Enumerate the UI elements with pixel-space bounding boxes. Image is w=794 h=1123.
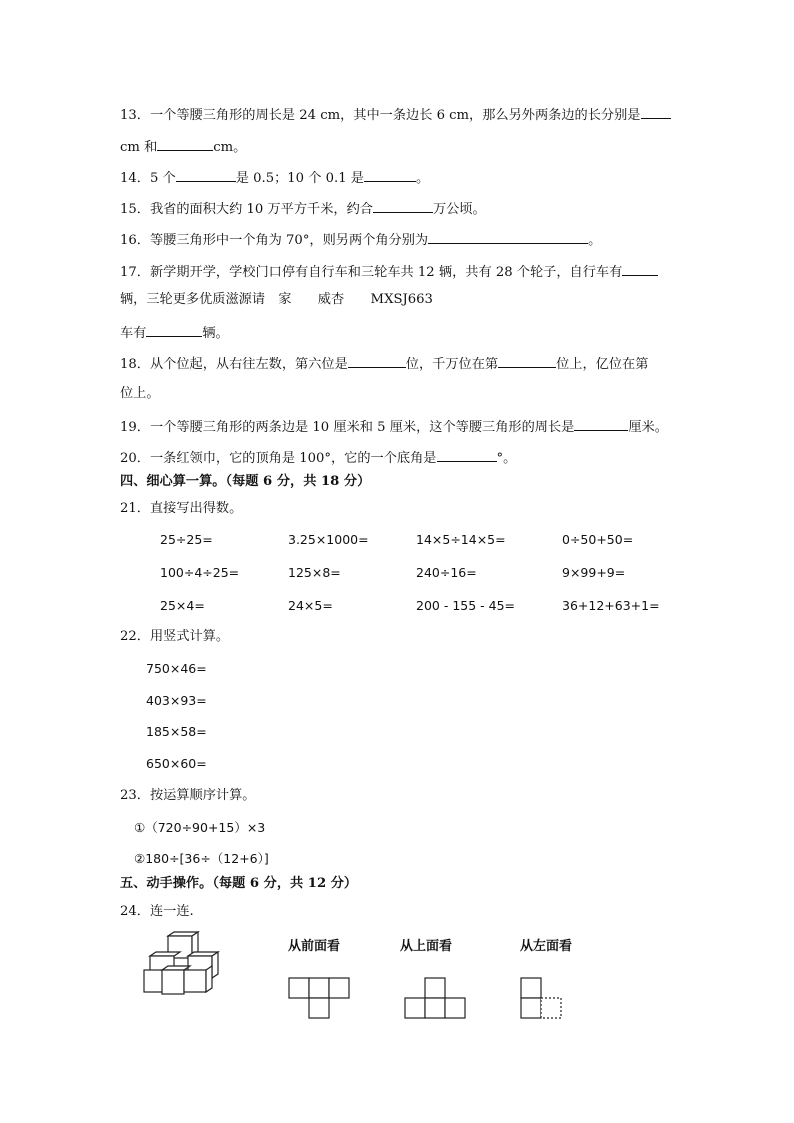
question-17-cont: 辆，三轮更多优质滋源请 家 威杏 MXSJ663: [120, 292, 433, 307]
vertical-calc-item: 650×60=: [146, 756, 207, 771]
question-14: 14．5 个 是 0.5；10 个 0.1 是 。: [120, 167, 429, 188]
section-5-heading: 五、动手操作。（每题 6 分，共 12 分）: [120, 876, 358, 891]
answer-blank[interactable]: [176, 167, 236, 182]
question-22-title: 22．用竖式计算。: [120, 629, 230, 644]
question-18-cont: 位上。: [120, 386, 160, 401]
answer-blank[interactable]: [428, 229, 588, 244]
vertical-calc-item: 403×93=: [146, 693, 207, 708]
question-13: 13．一个等腰三角形的周长是 24 cm，其中一条边长 6 cm，那么另外两条边的长分别是: [120, 104, 671, 125]
section-4-heading: 四、细心算一算。（每题 6 分，共 18 分）: [120, 474, 371, 489]
question-16: 16．等腰三角形中一个角为 70°，则另两个角分别为 。: [120, 229, 601, 250]
answer-blank[interactable]: [157, 136, 213, 151]
answer-blank[interactable]: [622, 261, 658, 276]
view-label-top: 从上面看: [400, 939, 453, 954]
mental-calc-item: 100÷4÷25=: [160, 565, 240, 580]
answer-blank[interactable]: [437, 447, 497, 462]
answer-blank[interactable]: [348, 353, 406, 368]
question-15: 15．我省的面积大约 10 万平方千米，约合 万公顷。: [120, 198, 486, 219]
mental-calc-item: 24×5=: [288, 598, 333, 613]
mental-calc-item: 3.25×1000=: [288, 532, 369, 547]
mental-calc-item: 25×4=: [160, 598, 205, 613]
answer-blank[interactable]: [373, 198, 433, 213]
question-24-title: 24．连一连.: [120, 904, 194, 919]
mental-calc-item: 0÷50+50=: [562, 532, 634, 547]
answer-blank[interactable]: [364, 167, 416, 182]
mental-calc-item: 125×8=: [288, 565, 341, 580]
question-13-cont: cm 和 cm。: [120, 136, 246, 157]
question-20: 20．一条红领巾，它的顶角是 100°，它的一个底角是 °。: [120, 447, 516, 468]
answer-blank[interactable]: [498, 353, 556, 368]
question-17-cont2: 车有 辆。: [120, 322, 229, 343]
view-label-front: 从前面看: [288, 939, 341, 954]
answer-blank[interactable]: [146, 322, 202, 337]
mental-calc-item: 200 - 155 - 45=: [416, 598, 516, 613]
answer-blank[interactable]: [574, 416, 628, 431]
question-17: 17．新学期开学，学校门口停有自行车和三轮车共 12 辆，共有 28 个轮子，自行车有: [120, 261, 658, 282]
question-21-title: 21．直接写出得数。: [120, 501, 243, 516]
vertical-calc-item: 750×46=: [146, 661, 207, 676]
mental-calc-item: 9×99+9=: [562, 565, 626, 580]
mental-calc-item: 25÷25=: [160, 532, 213, 547]
front-view-shape: [288, 977, 358, 1023]
mental-calc-item: 14×5÷14×5=: [416, 532, 506, 547]
cube-stack-figure: [140, 932, 230, 1002]
question-23-title: 23．按运算顺序计算。: [120, 788, 256, 803]
question-19: 19．一个等腰三角形的两条边是 10 厘米和 5 厘米，这个等腰三角形的周长是 厘米。: [120, 416, 668, 437]
view-label-left: 从左面看: [520, 939, 573, 954]
top-view-shape: [404, 977, 468, 1023]
question-18: 18．从个位起，从右往左数，第六位是 位，千万位在第 位上，亿位在第: [120, 353, 648, 374]
answer-blank[interactable]: [641, 104, 671, 119]
mental-calc-item: 240÷16=: [416, 565, 477, 580]
left-view-shape: [520, 977, 566, 1023]
mental-calc-item: 36+12+63+1=: [562, 598, 660, 613]
order-calc-item: ②180÷[36÷（12+6）]: [134, 851, 269, 866]
order-calc-item: ①（720÷90+15）×3: [134, 820, 266, 835]
vertical-calc-item: 185×58=: [146, 724, 207, 739]
